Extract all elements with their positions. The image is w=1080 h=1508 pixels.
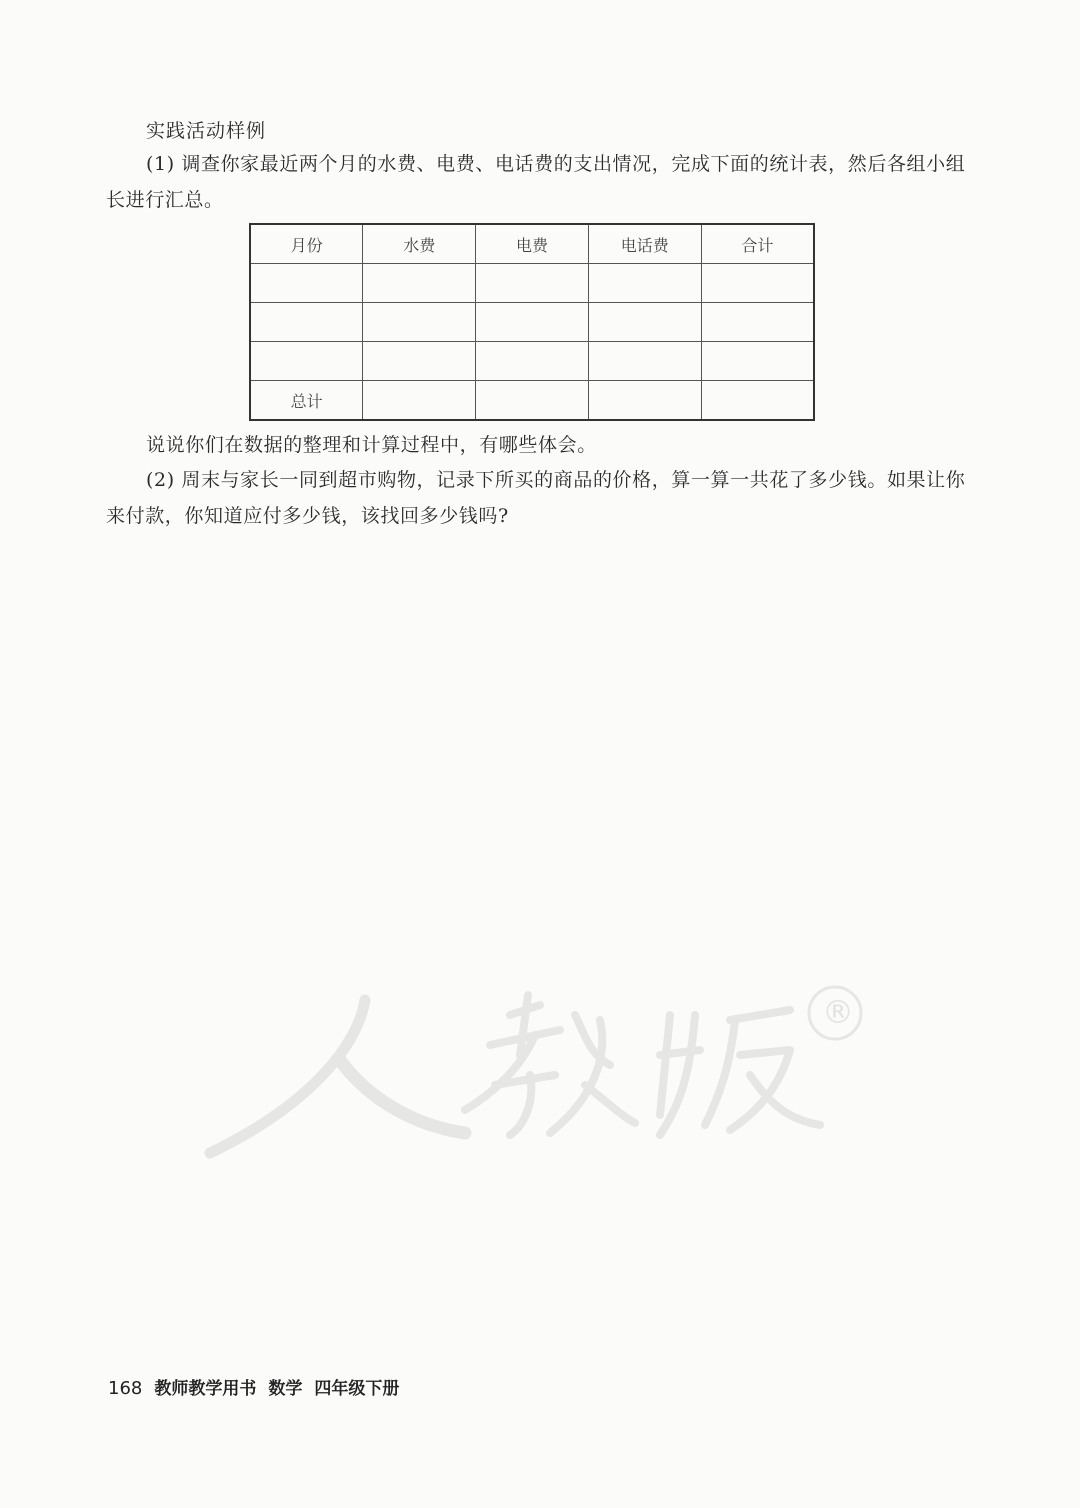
table-cell [588, 342, 701, 381]
watermark-symbol: ® [822, 993, 854, 1031]
subject-label: 数学 [268, 1379, 303, 1399]
table-row [250, 264, 814, 303]
table-cell [476, 381, 589, 421]
activity-paragraph-2-text: (2) 周末与家长一同到超市购物，记录下所买的商品的价格，算一算一共花了多少钱。如果让你来付款，你知道应付多少钱，该找回多少钱吗? [106, 469, 966, 527]
table-cell [476, 264, 589, 303]
book-title: 教师教学用书 [154, 1379, 257, 1399]
table-header-cell: 电费 [476, 224, 589, 264]
page-number: 168 [108, 1378, 143, 1399]
table-cell [250, 303, 363, 342]
table-cell [701, 264, 814, 303]
grade-label: 四年级下册 [314, 1379, 400, 1399]
expense-statistics-table [249, 223, 815, 421]
table-cell [250, 264, 363, 303]
table-cell [363, 342, 476, 381]
table-cell [588, 303, 701, 342]
table-header-cell: 水费 [363, 224, 476, 264]
table-cell [701, 303, 814, 342]
table-header-cell: 月份 [250, 224, 363, 264]
activity-paragraph-2 [106, 462, 976, 534]
remark-paragraph: 说说你们在数据的整理和计算过程中，有哪些体会。 [146, 434, 597, 456]
section-heading: 实践活动样例 [146, 120, 267, 142]
table-cell [588, 264, 701, 303]
table-cell [588, 381, 701, 421]
table-cell [363, 381, 476, 421]
table-total-row [250, 381, 814, 421]
publisher-watermark-logo [190, 975, 890, 1165]
table-header-row [250, 224, 814, 264]
activity-paragraph-1-text: (1) 调查你家最近两个月的水费、电费、电话费的支出情况，完成下面的统计表，然后各组小组长进行汇总。 [106, 153, 966, 211]
table-header-cell: 合计 [701, 224, 814, 264]
table-cell [701, 381, 814, 421]
table-row [250, 342, 814, 381]
activity-paragraph-1 [106, 146, 976, 218]
table-cell [701, 342, 814, 381]
table-cell [476, 303, 589, 342]
table-row [250, 303, 814, 342]
table-cell: 总计 [250, 381, 363, 421]
table-cell [363, 264, 476, 303]
page-footer [108, 1374, 399, 1399]
table-cell [476, 342, 589, 381]
table-cell [363, 303, 476, 342]
table-header-cell: 电话费 [588, 224, 701, 264]
table-cell [250, 342, 363, 381]
